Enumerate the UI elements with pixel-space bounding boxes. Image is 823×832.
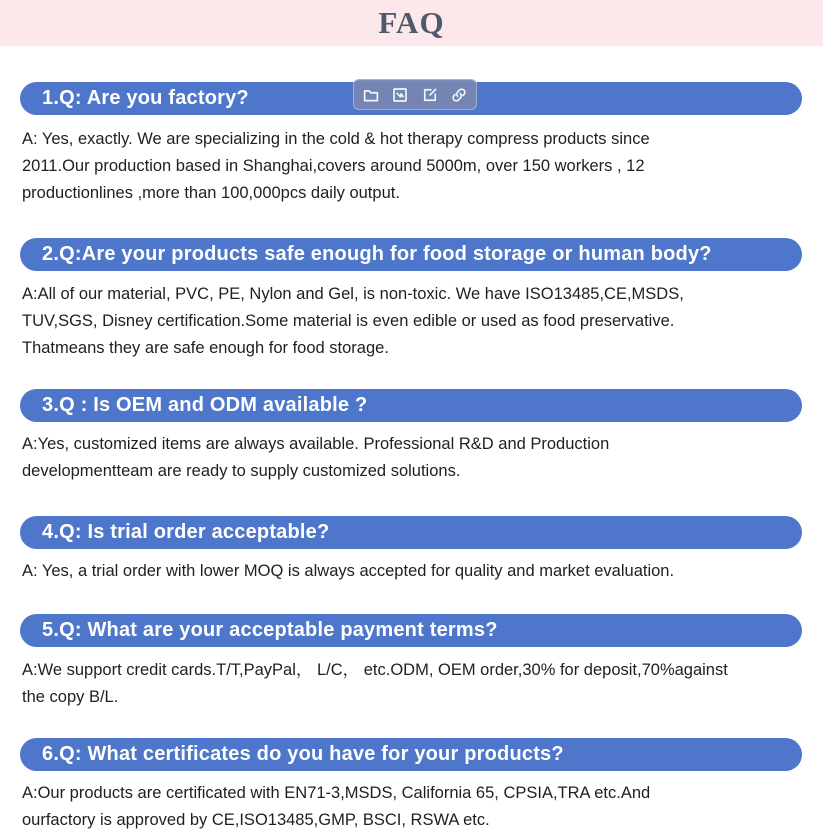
answer-text: A: Yes, exactly. We are specializing in the cold & hot therapy compress products since 2011.Our production based in Shanghai,covers around 5000m, over 150 workers , 12 productionlines ,more than 100,000pcs daily output.	[22, 130, 650, 202]
answer-text: A:Our products are certificated with EN71-3,MSDS, California 65, CPSIA,TRA etc.And ourfactory is approved by CE,ISO13485,GMP, BSCI, RSWA etc.	[22, 784, 651, 829]
page-title: FAQ	[378, 5, 445, 40]
faq-list	[0, 82, 823, 832]
faq-section-3	[20, 389, 802, 485]
image-toolbar[interactable]	[353, 79, 477, 110]
faq-section-4	[20, 516, 802, 585]
link-icon[interactable]	[447, 83, 471, 107]
page-header	[0, 0, 823, 46]
question-text: 1.Q: Are you factory?	[42, 87, 249, 109]
question-bar-4	[20, 516, 802, 549]
image-icon[interactable]	[388, 83, 412, 107]
faq-section-2	[20, 238, 802, 362]
answer-text: A:We support credit cards.T/T,PayPal， L/C， etc.ODM, OEM order,30% for deposit,70%against the copy B/L.	[22, 661, 728, 706]
question-bar-5	[20, 614, 802, 647]
question-text: 5.Q: What are your acceptable payment terms?	[42, 619, 498, 641]
question-text: 2.Q:Are your products safe enough for food storage or human body?	[42, 243, 712, 265]
faq-section-5	[20, 614, 802, 711]
faq-section-6	[20, 738, 802, 832]
faq-section-1	[20, 82, 802, 207]
answer-text: A:All of our material, PVC, PE, Nylon and Gel, is non-toxic. We have ISO13485,CE,MSDS, TUV,SGS, Disney certification.Some material is even edible or used as food preservative. Thatmeans they are safe enough for food storage.	[22, 285, 684, 357]
question-text: 6.Q: What certificates do you have for your products?	[42, 743, 564, 765]
answer-text: A:Yes, customized items are always available. Professional R&D and Production developmentteam are ready to supply customized solutions.	[22, 435, 610, 480]
question-text: 3.Q : Is OEM and ODM available ?	[42, 394, 368, 416]
folder-icon[interactable]	[359, 83, 383, 107]
edit-icon[interactable]	[418, 83, 442, 107]
question-text: 4.Q: Is trial order acceptable?	[42, 521, 330, 543]
answer-text: A: Yes, a trial order with lower MOQ is always accepted for quality and market evaluation.	[22, 562, 675, 580]
question-bar-6	[20, 738, 802, 771]
question-bar-2	[20, 238, 802, 271]
question-bar-3	[20, 389, 802, 422]
